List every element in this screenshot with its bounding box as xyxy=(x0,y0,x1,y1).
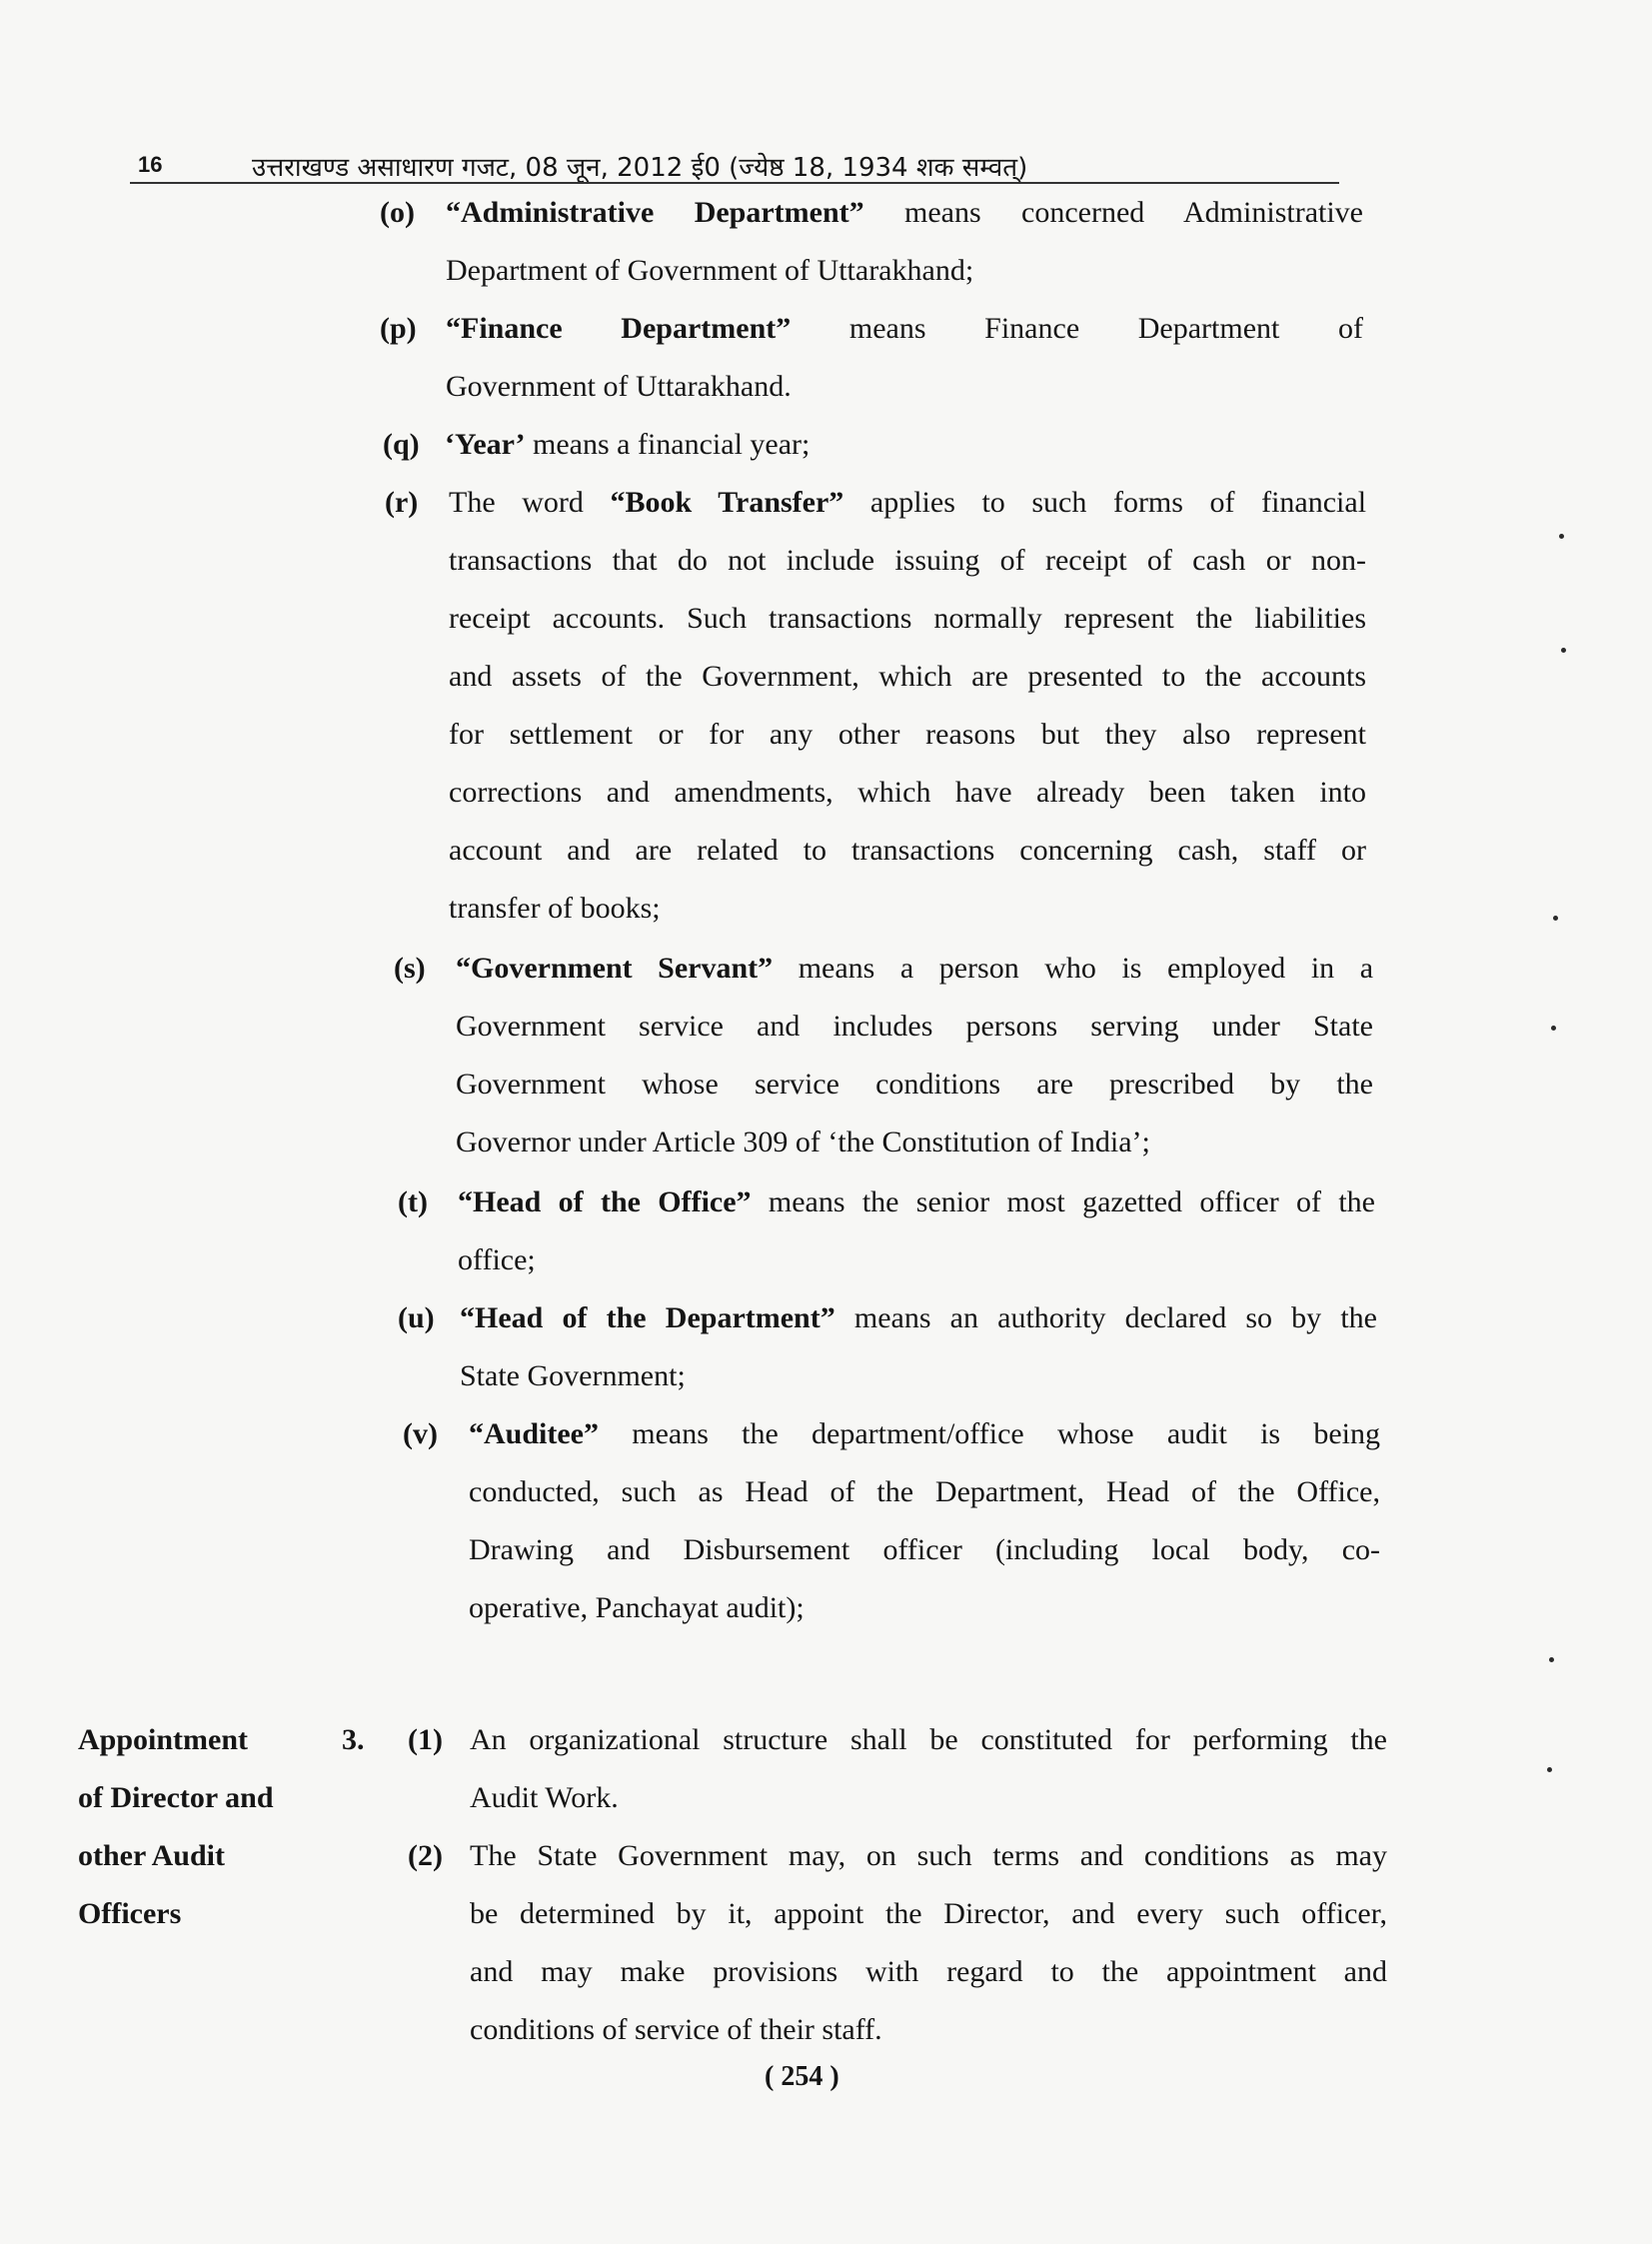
defined-term: “Book Transfer” xyxy=(610,486,844,519)
clause-label: (v) xyxy=(403,1417,438,1450)
defined-term: “Finance Department” xyxy=(446,312,792,345)
definition-text: applies to such forms of financial xyxy=(869,486,1367,519)
defined-term: “Government Servant” xyxy=(456,952,774,985)
definition-text: Government service and includes persons serving under State xyxy=(456,1010,1373,1043)
scan-speck xyxy=(1547,1767,1552,1772)
definition-text: means the department/office whose audit is being xyxy=(632,1417,1380,1450)
section-number: 3. xyxy=(342,1723,365,1756)
definition-text: Government whose service conditions are prescribed by the xyxy=(456,1068,1373,1101)
clause-text: An organizational structure shall be constituted for performing the xyxy=(470,1723,1387,1756)
definition-text: means a financial year; xyxy=(533,428,811,461)
scan-speck xyxy=(1553,916,1558,921)
definition-prefix: The word xyxy=(449,486,584,519)
defined-term: ‘Year’ xyxy=(445,428,526,461)
clause-text: Audit Work. xyxy=(470,1781,619,1814)
footer-page-number: ( 254 ) xyxy=(765,2061,839,2092)
clause-label: (p) xyxy=(380,312,417,345)
section-margin-heading: Appointment of Director and other Audit Officers xyxy=(78,1723,274,1930)
defined-term: “Auditee” xyxy=(469,1417,599,1450)
clause-text: conditions of service of their staff. xyxy=(470,2013,882,2046)
clause-label: (t) xyxy=(398,1185,428,1218)
definition-text: for settlement or for any other reasons but they also represent xyxy=(449,718,1366,751)
definition-text: corrections and amendments, which have already been taken into xyxy=(449,776,1366,809)
definition-text: State Government; xyxy=(460,1359,686,1392)
definition-text: Department of Government of Uttarakhand; xyxy=(446,254,974,287)
scan-speck xyxy=(1561,648,1566,653)
definition-text: account and are related to transactions concerning cash, staff or xyxy=(449,834,1366,867)
clause-text: and may make provisions with regard to the appointment and xyxy=(470,1955,1387,1988)
defined-term: “Head of the Office” xyxy=(458,1185,752,1218)
header-page-number: 16 xyxy=(138,152,163,177)
clause-label: (r) xyxy=(385,486,419,519)
definition-text: means an authority declared so by the xyxy=(853,1301,1377,1334)
clause-label: (s) xyxy=(394,952,426,985)
definition-text: Drawing and Disbursement officer (including local body, co- xyxy=(469,1533,1380,1566)
definition-text: conducted, such as Head of the Department, Head of the Office, xyxy=(469,1475,1380,1508)
definition-text: Governor under Article 309 of ‘the Constitution of India’; xyxy=(456,1125,1150,1158)
clause-label: (1) xyxy=(408,1723,443,1756)
scan-speck xyxy=(1559,534,1564,539)
definition-text: means the senior most gazetted officer of the xyxy=(768,1185,1376,1218)
clause-label: (o) xyxy=(380,196,415,229)
scan-speck xyxy=(1551,1026,1556,1031)
clause-text: be determined by it, appoint the Director, and every such officer, xyxy=(470,1897,1387,1930)
scan-speck xyxy=(1549,1657,1554,1662)
definition-text: receipt accounts. Such transactions normally represent the liabilities xyxy=(449,602,1366,635)
defined-term: “Administrative Department” xyxy=(446,196,864,229)
definition-text: means a person who is employed in a xyxy=(798,952,1374,985)
clause-label: (u) xyxy=(398,1301,435,1334)
definition-text: transactions that do not include issuing of receipt of cash or non- xyxy=(449,544,1366,577)
definition-text: Government of Uttarakhand. xyxy=(446,370,792,403)
definition-text: transfer of books; xyxy=(449,892,661,925)
header-title: उत्तराखण्ड असाधारण गजट, 08 जून, 2012 ई0 (ज्येष्ठ 18, 1934 शक सम्वत्) xyxy=(252,153,1028,183)
definition-text: means concerned Administrative xyxy=(904,196,1363,229)
definition-text: office; xyxy=(458,1243,536,1276)
definition-text: and assets of the Government, which are presented to the accounts xyxy=(449,660,1366,693)
clause-label: (q) xyxy=(383,428,420,461)
definition-text: operative, Panchayat audit); xyxy=(469,1591,805,1624)
clause-text: The State Government may, on such terms and conditions as may xyxy=(470,1839,1387,1872)
defined-term: “Head of the Department” xyxy=(460,1301,835,1334)
clause-label: (2) xyxy=(408,1839,443,1872)
definition-text: means Finance Department of xyxy=(848,312,1363,345)
